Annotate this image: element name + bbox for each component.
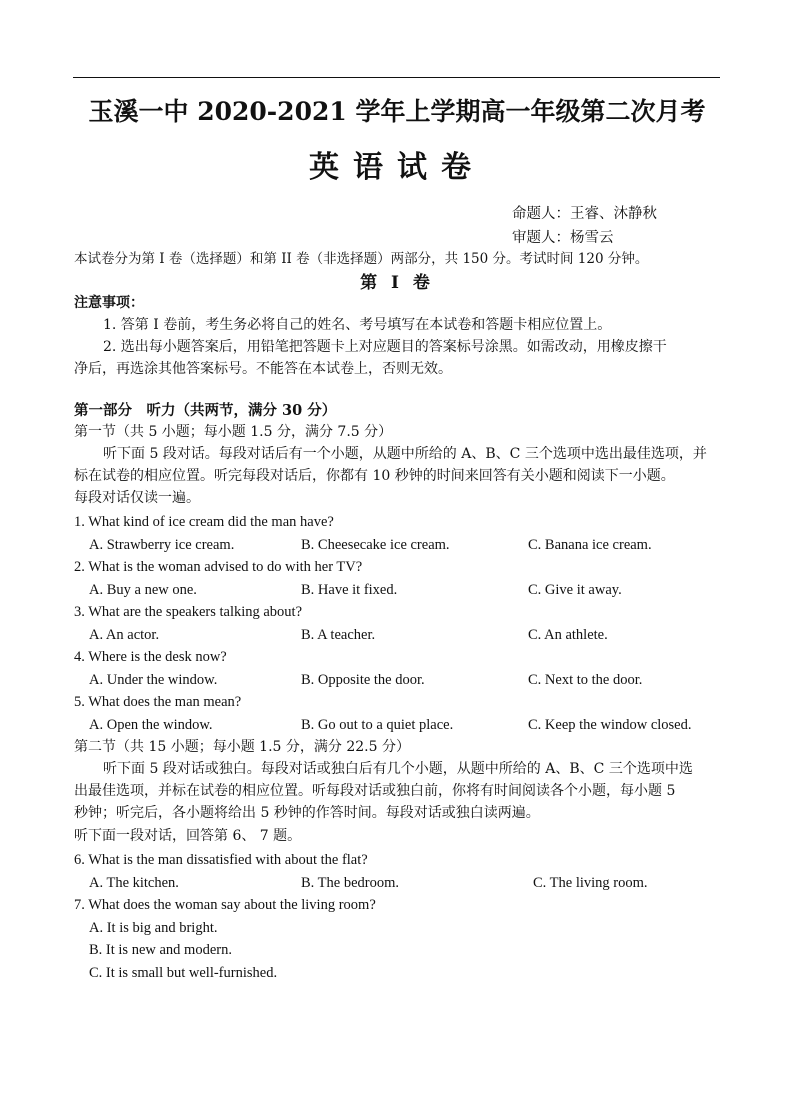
section1-instructions-line-2: 标在试卷的相应位置。听完每段对话后，你都有 10 秒钟的时间来回答有关小题和阅读下一小题。 bbox=[74, 468, 675, 484]
question-7: 7. What does the woman say about the living room? bbox=[74, 897, 376, 913]
question-6-option-b: B. The bedroom. bbox=[301, 875, 399, 891]
notice-item-2-line-1: 2. 选出每小题答案后，用铅笔把答题卡上对应题目的答案标号涂黑。如需改动，用橡皮擦干 bbox=[103, 339, 667, 355]
question-1: 1. What kind of ice cream did the man have? bbox=[74, 514, 334, 530]
question-4-option-b: B. Opposite the door. bbox=[301, 672, 425, 688]
question-4-option-a: A. Under the window. bbox=[89, 672, 218, 688]
subject-title: 英语试卷 bbox=[309, 150, 485, 185]
question-2: 2. What is the woman advised to do with her TV? bbox=[74, 559, 363, 575]
notice-heading: 注意事项： bbox=[74, 295, 144, 311]
section2-instructions-line-2: 出最佳选项，并标在试卷的相应位置。听每段对话或独白前，你将有时间阅读各个小题，每小题 5 bbox=[74, 783, 676, 799]
question-4: 4. Where is the desk now? bbox=[74, 649, 227, 665]
question-7-option-a: A. It is big and bright. bbox=[89, 920, 218, 936]
question-1-option-b: B. Cheesecake ice cream. bbox=[301, 537, 450, 553]
question-2-option-c: C. Give it away. bbox=[528, 582, 622, 598]
question-5-option-a: A. Open the window. bbox=[89, 717, 213, 733]
question-2-option-b: B. Have it fixed. bbox=[301, 582, 398, 598]
question-6-option-a: A. The kitchen. bbox=[89, 875, 179, 891]
part1-heading: 第一部分 听力（共两节，满分 30 分） bbox=[74, 402, 337, 419]
question-2-option-a: A. Buy a new one. bbox=[89, 582, 197, 598]
question-3-option-c: C. An athlete. bbox=[528, 627, 608, 643]
section2-heading: 第二节（共 15 小题；每小题 1.5 分，满分 22.5 分） bbox=[74, 739, 410, 755]
notice-item-1: 1. 答第 I 卷前，考生务必将自己的姓名、考号填写在本试卷和答题卡相应位置上。 bbox=[103, 317, 612, 333]
group-intro: 听下面一段对话，回答第 6、 7 题。 bbox=[74, 828, 302, 844]
section1-instructions-line-1: 听下面 5 段对话。每段对话后有一个小题，从题中所给的 A、B、C 三个选项中选出最佳选项，并 bbox=[103, 446, 707, 462]
question-4-option-c: C. Next to the door. bbox=[528, 672, 643, 688]
question-7-option-b: B. It is new and modern. bbox=[89, 942, 232, 958]
exam-title: 玉溪一中 2020-2021 学年上学期高一年级第二次月考 bbox=[88, 97, 706, 126]
question-5-option-b: B. Go out to a quiet place. bbox=[301, 717, 454, 733]
question-5-option-c: C. Keep the window closed. bbox=[528, 717, 692, 733]
question-3: 3. What are the speakers talking about? bbox=[74, 604, 303, 620]
question-5: 5. What does the man mean? bbox=[74, 694, 242, 710]
top-rule bbox=[73, 77, 720, 78]
section2-instructions-line-3: 秒钟；听完后，各小题将给出 5 秒钟的作答时间。每段对话或独白读两遍。 bbox=[74, 805, 540, 821]
authors: 命题人：王睿、沐静秋 bbox=[512, 206, 657, 222]
section1-heading: 第一节（共 5 小题；每小题 1.5 分，满分 7.5 分） bbox=[74, 424, 393, 440]
question-3-option-b: B. A teacher. bbox=[301, 627, 376, 643]
reviewer: 审题人：杨雪云 bbox=[512, 230, 614, 246]
question-7-option-c: C. It is small but well-furnished. bbox=[89, 965, 278, 981]
question-1-option-c: C. Banana ice cream. bbox=[528, 537, 652, 553]
question-1-option-a: A. Strawberry ice cream. bbox=[89, 537, 235, 553]
question-6-option-c: C. The living room. bbox=[533, 875, 648, 891]
notice-item-2-line-2: 净后，再选涂其他答案标号。不能答在本试卷上，否则无效。 bbox=[74, 361, 452, 377]
intro-text: 本试卷分为第 I 卷（选择题）和第 II 卷（非选择题）两部分，共 150 分。考试时间 120 分钟。 bbox=[74, 251, 649, 267]
volume-title: 第 I 卷 bbox=[360, 273, 434, 293]
section2-instructions-line-1: 听下面 5 段对话或独白。每段对话或独白后有几个小题，从题中所给的 A、B、C 三个选项中选 bbox=[103, 761, 693, 777]
section1-instructions-line-3: 每段对话仅读一遍。 bbox=[74, 490, 200, 506]
question-3-option-a: A. An actor. bbox=[89, 627, 160, 643]
question-6: 6. What is the man dissatisfied with about the flat? bbox=[74, 852, 368, 868]
